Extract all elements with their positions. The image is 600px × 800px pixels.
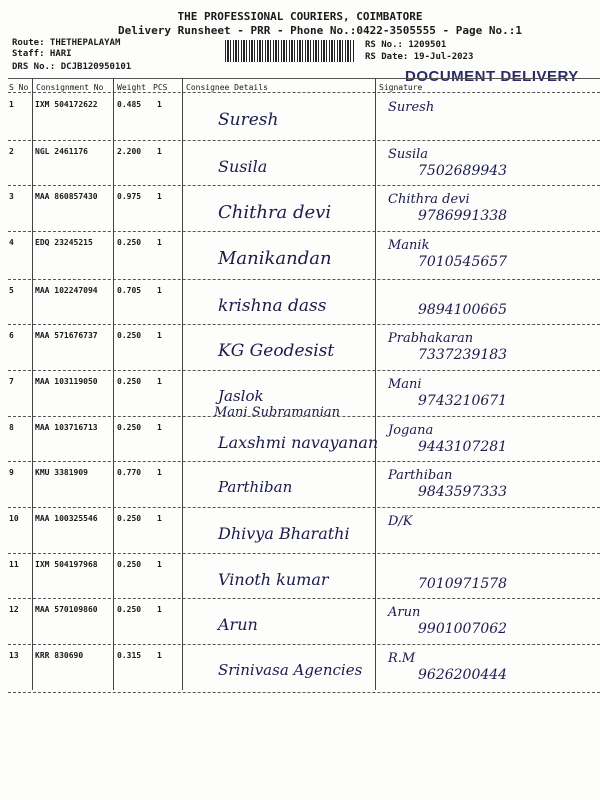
row-pcs: 1 xyxy=(157,605,162,614)
row-consignee-name: Srinivasa Agencies xyxy=(218,661,363,679)
row-serial-number: 11 xyxy=(9,560,19,569)
row-serial-number: 3 xyxy=(9,192,14,201)
row-signature: Susila xyxy=(388,147,429,162)
row-pcs: 1 xyxy=(157,192,162,201)
row-consignee-name: Parthiban xyxy=(218,478,293,496)
row-signature: Mani xyxy=(388,377,422,392)
row-serial-number: 6 xyxy=(9,331,14,340)
row-phone-number: 9843597333 xyxy=(418,484,508,500)
row-consignment-number: MAA 103716713 xyxy=(35,423,98,432)
row-weight: 0.250 xyxy=(117,423,142,432)
row-consignment-number: IXM 504172622 xyxy=(35,100,98,109)
row-serial-number: 2 xyxy=(9,147,14,156)
row-divider xyxy=(8,644,600,645)
row-divider xyxy=(8,553,600,554)
row-consignee-name: Chithra devi xyxy=(218,202,332,223)
table-top-border xyxy=(8,78,600,79)
staff-label: Staff: HARI xyxy=(12,49,72,59)
row-pcs: 1 xyxy=(157,423,162,432)
column-header-signature: Signature xyxy=(379,83,423,92)
row-pcs: 1 xyxy=(157,514,162,523)
row-weight: 0.770 xyxy=(117,468,142,477)
row-consignee-extra: Mani Subramanian xyxy=(214,405,341,420)
row-consignment-number: MAA 570109860 xyxy=(35,605,98,614)
rs-date: RS Date: 19-Jul-2023 xyxy=(365,52,474,62)
row-weight: 0.485 xyxy=(117,100,142,109)
column-header-consignee: Consignee Details xyxy=(186,83,268,92)
row-consignment-number: MAA 103119050 xyxy=(35,377,98,386)
row-signature: D/K xyxy=(388,514,413,529)
row-pcs: 1 xyxy=(157,331,162,340)
row-phone-number: 9743210671 xyxy=(418,393,508,409)
row-consignee-name: Vinoth kumar xyxy=(218,570,329,589)
row-divider xyxy=(8,185,600,186)
row-weight: 2.200 xyxy=(117,147,142,156)
row-divider xyxy=(8,231,600,232)
row-phone-number: 9786991338 xyxy=(418,208,508,224)
row-consignment-number: MAA 860857430 xyxy=(35,192,98,201)
row-divider xyxy=(8,507,600,508)
row-weight: 0.250 xyxy=(117,331,142,340)
row-signature: Suresh xyxy=(388,100,435,115)
row-divider xyxy=(8,324,600,325)
row-phone-number: 9894100665 xyxy=(418,302,508,318)
row-serial-number: 1 xyxy=(9,100,14,109)
drs-number: DRS No.: DCJB120950101 xyxy=(12,62,132,72)
column-header-consignment: Consignment No xyxy=(36,83,104,92)
document-title: THE PROFESSIONAL COURIERS, COIMBATORE xyxy=(177,10,423,23)
row-phone-number: 9443107281 xyxy=(418,439,508,455)
barcode xyxy=(225,40,355,62)
row-weight: 0.250 xyxy=(117,238,142,247)
row-weight: 0.315 xyxy=(117,651,142,660)
row-pcs: 1 xyxy=(157,147,162,156)
row-consignment-number: KRR 830690 xyxy=(35,651,84,660)
row-divider xyxy=(8,598,600,599)
row-phone-number: 9626200444 xyxy=(418,667,508,683)
row-consignment-number: KMU 3381909 xyxy=(35,468,88,477)
row-consignment-number: MAA 571676737 xyxy=(35,331,98,340)
row-consignment-number: NGL 2461176 xyxy=(35,147,88,156)
row-signature: Jogana xyxy=(388,423,434,438)
row-phone-number: 7337239183 xyxy=(418,347,508,363)
row-consignee-name: KG Geodesist xyxy=(218,341,335,361)
row-phone-number: 7010545657 xyxy=(418,254,508,270)
row-phone-number: 9901007062 xyxy=(418,621,508,637)
rs-number: RS No.: 1209501 xyxy=(365,40,447,50)
table-header-border xyxy=(8,92,600,93)
row-consignee-name: Laxshmi navayanan xyxy=(218,433,379,452)
row-serial-number: 7 xyxy=(9,377,14,386)
row-serial-number: 5 xyxy=(9,286,14,295)
row-signature: Manik xyxy=(388,238,430,253)
row-divider xyxy=(8,692,600,693)
row-weight: 0.975 xyxy=(117,192,142,201)
row-serial-number: 13 xyxy=(9,651,19,660)
row-consignee-name: Manikandan xyxy=(218,248,332,269)
row-pcs: 1 xyxy=(157,100,162,109)
row-phone-number: 7010971578 xyxy=(418,576,508,592)
row-divider xyxy=(8,370,600,371)
row-weight: 0.250 xyxy=(117,377,142,386)
row-consignee-name: Jaslok xyxy=(218,387,264,405)
row-signature: R.M xyxy=(388,651,416,666)
row-signature: Prabhakaran xyxy=(388,331,474,346)
route-label: Route: THETHEPALAYAM xyxy=(12,38,121,48)
column-header-weight: Weight xyxy=(117,83,146,92)
row-pcs: 1 xyxy=(157,377,162,386)
column-header-sno: S No xyxy=(9,83,29,92)
row-consignee-name: krishna dass xyxy=(218,296,327,316)
row-consignee-name: Suresh xyxy=(218,110,279,130)
row-serial-number: 12 xyxy=(9,605,19,614)
row-signature: Arun xyxy=(388,605,421,620)
row-pcs: 1 xyxy=(157,651,162,660)
row-divider xyxy=(8,140,600,141)
document-delivery-stamp: DOCUMENT DELIVERY xyxy=(405,68,579,85)
row-divider xyxy=(8,279,600,280)
row-pcs: 1 xyxy=(157,560,162,569)
row-consignee-name: Dhivya Bharathi xyxy=(218,524,350,543)
row-signature: Parthiban xyxy=(388,468,453,483)
row-pcs: 1 xyxy=(157,468,162,477)
column-header-pcs: PCS xyxy=(153,83,168,92)
row-consignment-number: MAA 102247094 xyxy=(35,286,98,295)
row-pcs: 1 xyxy=(157,238,162,247)
row-consignment-number: MAA 100325546 xyxy=(35,514,98,523)
row-serial-number: 4 xyxy=(9,238,14,247)
row-phone-number: 7502689943 xyxy=(418,163,508,179)
row-consignee-name: Arun xyxy=(218,615,258,634)
row-weight: 0.705 xyxy=(117,286,142,295)
row-serial-number: 8 xyxy=(9,423,14,432)
row-weight: 0.250 xyxy=(117,514,142,523)
row-divider xyxy=(8,461,600,462)
row-serial-number: 10 xyxy=(9,514,19,523)
row-weight: 0.250 xyxy=(117,605,142,614)
row-signature: Chithra devi xyxy=(388,192,470,207)
row-serial-number: 9 xyxy=(9,468,14,477)
runsheet-subtitle: Delivery Runsheet - PRR - Phone No.:0422-3505555 - Page No.:1 xyxy=(118,24,522,37)
row-weight: 0.250 xyxy=(117,560,142,569)
row-pcs: 1 xyxy=(157,286,162,295)
row-consignee-name: Susila xyxy=(218,157,268,176)
row-consignment-number: IXM 504197968 xyxy=(35,560,98,569)
row-consignment-number: EDQ 23245215 xyxy=(35,238,93,247)
